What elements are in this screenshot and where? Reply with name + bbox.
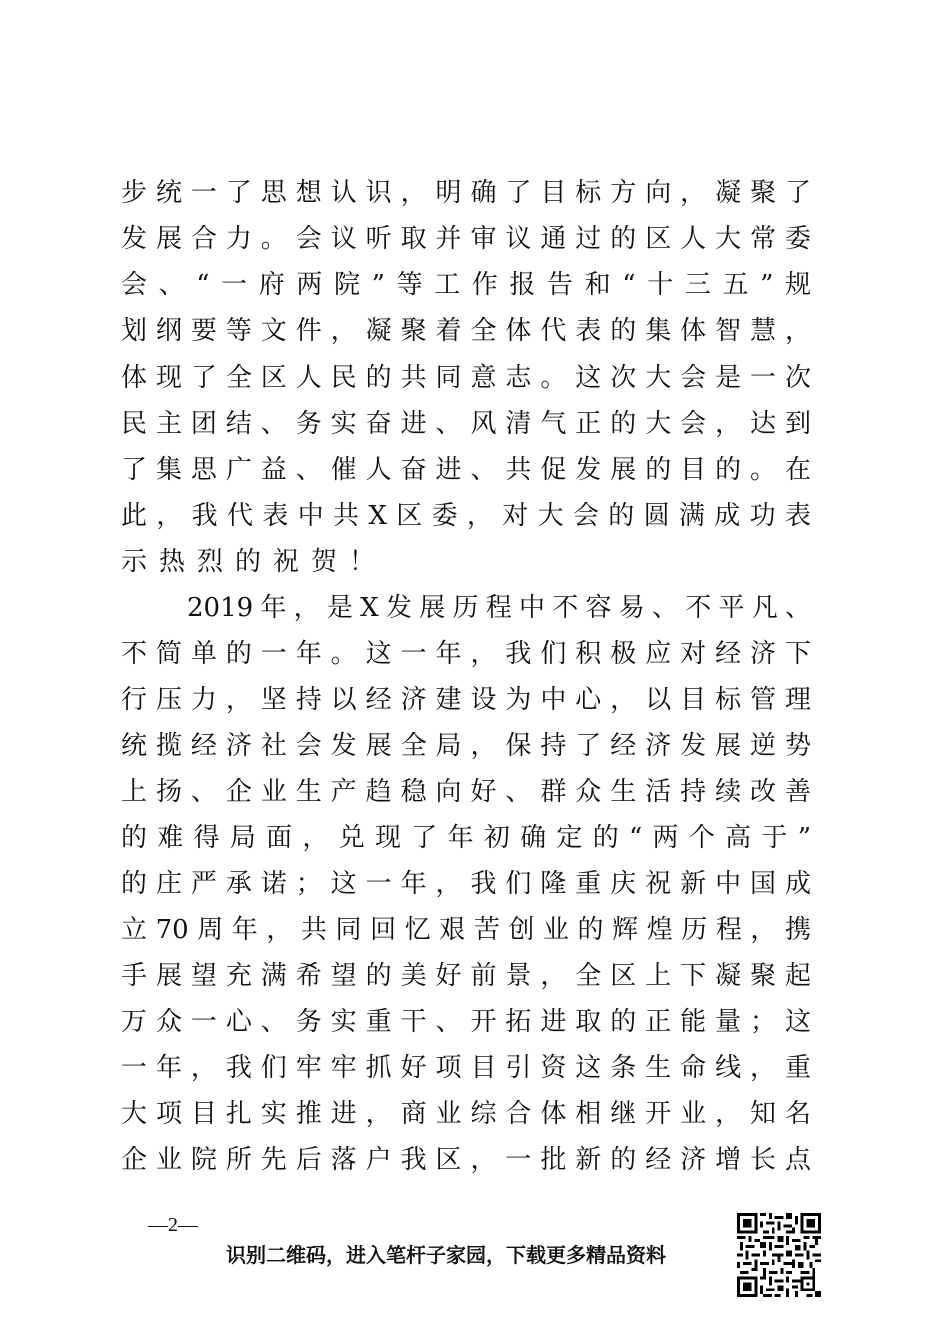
body-line: 了集思广益、催人奋进、共促发展的目的。在 [121,455,811,485]
body-line: 会、“一府两院”等工作报告和“十三五”规 [121,270,811,300]
body-line: 步统一了思想认识，明确了目标方向，凝聚了 [121,178,811,208]
body-line: 民主团结、务实奋进、风清气正的大会，达到 [121,409,811,439]
body-line: 不简单的一年。这一年，我们积极应对经济下 [121,639,811,669]
footer-promo-text: 识别二维码，进入笔杆子家园，下载更多精品资料 [226,1243,666,1267]
body-line: 的难得局面，兑现了年初确定的“两个高于” [121,823,811,853]
qr-code-icon[interactable] [737,1213,821,1297]
body-line: 上扬、企业生产趋稳向好、群众生活持续改善 [121,777,811,807]
body-line: 企业院所先后落户我区，一批新的经济增长点 [121,1145,811,1175]
body-line: 2019年，是X发展历程中不容易、不平凡、 [187,593,811,623]
body-line: 统揽经济社会发展全局，保持了经济发展逆势 [121,731,811,761]
body-line: 一年，我们牢牢抓好项目引资这条生命线，重 [121,1053,811,1083]
body-line: 示热烈的祝贺！ [121,547,388,577]
body-line: 万众一心、务实重干、开拓进取的正能量；这 [121,1007,811,1037]
body-line: 此，我代表中共X区委，对大会的圆满成功表 [121,501,811,531]
body-line: 大项目扎实推进，商业综合体相继开业，知名 [121,1099,811,1129]
body-line: 发展合力。会议听取并审议通过的区人大常委 [121,224,811,254]
page-number: —2— [148,1214,198,1236]
body-line: 手展望充满希望的美好前景，全区上下凝聚起 [121,961,811,991]
body-line: 划纲要等文件，凝聚着全体代表的集体智慧， [121,316,811,346]
body-line: 立70周年，共同回忆艰苦创业的辉煌历程，携 [121,915,811,945]
body-line: 的庄严承诺；这一年，我们隆重庆祝新中国成 [121,869,811,899]
body-line: 行压力，坚持以经济建设为中心，以目标管理 [121,685,811,715]
body-line: 体现了全区人民的共同意志。这次大会是一次 [121,363,811,393]
